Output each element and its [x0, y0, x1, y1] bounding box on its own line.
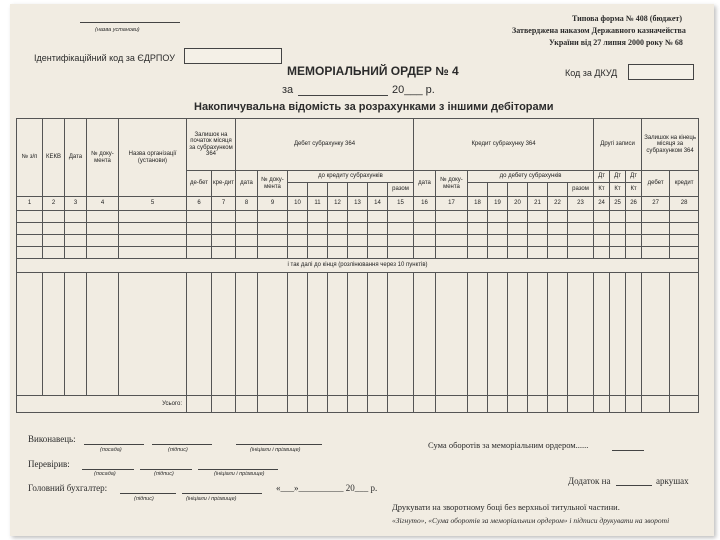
table-cell[interactable]: [468, 247, 488, 259]
chief-name-caption: (ініціали і прізвище): [186, 496, 237, 502]
table-cell[interactable]: [414, 211, 436, 223]
table-cell[interactable]: [414, 223, 436, 235]
table-cell[interactable]: [568, 223, 594, 235]
table-cell[interactable]: [414, 273, 436, 396]
sub-col: [468, 183, 488, 197]
checked-name-line[interactable]: [198, 469, 278, 470]
table-cell[interactable]: [436, 235, 468, 247]
org-name-line: [80, 22, 180, 23]
table-cell[interactable]: [65, 273, 87, 396]
column-number: 23: [568, 197, 594, 211]
print-instruction: Друкувати на зворотному боці без верхньої титульної частини.: [392, 502, 620, 512]
table-cell[interactable]: [528, 235, 548, 247]
col-ct-docnum: № доку-мента: [436, 171, 468, 197]
dkud-label: Код за ДКУД: [565, 68, 618, 78]
table-cell[interactable]: [436, 223, 468, 235]
table-cell[interactable]: [568, 247, 594, 259]
checked-position-caption: (посада): [94, 471, 116, 477]
table-cell[interactable]: [436, 247, 468, 259]
attachment-suffix: аркушах: [656, 476, 689, 486]
table-row[interactable]: [17, 273, 699, 396]
table-cell[interactable]: [594, 247, 610, 259]
col-date-header: Дата: [65, 119, 87, 197]
table-cell[interactable]: [610, 211, 626, 223]
table-cell[interactable]: [17, 211, 43, 223]
table-cell[interactable]: [288, 211, 308, 223]
table-cell[interactable]: [212, 211, 236, 223]
table-cell[interactable]: [43, 273, 65, 396]
table-cell[interactable]: [308, 247, 328, 259]
org-name-caption: (назва установи): [95, 27, 140, 33]
table-cell[interactable]: [642, 211, 670, 223]
col-close-debit: дебет: [642, 171, 670, 197]
table-cell[interactable]: [626, 247, 642, 259]
col-dt-total: разом: [388, 183, 414, 197]
col-to-credit-header: до кредиту субрахунків: [288, 171, 414, 183]
col-closing-balance-header: Залишок на кінець місяця за субрахунком 364: [642, 119, 699, 171]
sub-col: [488, 183, 508, 197]
column-number: 5: [119, 197, 187, 211]
table-cell[interactable]: [119, 235, 187, 247]
table-cell[interactable]: [236, 273, 258, 396]
column-number: 7: [212, 197, 236, 211]
table-cell[interactable]: [87, 211, 119, 223]
col-open-debit: де-бет: [187, 171, 212, 197]
table-cell[interactable]: [594, 235, 610, 247]
table-cell[interactable]: [626, 211, 642, 223]
table-cell[interactable]: [43, 223, 65, 235]
table-cell[interactable]: [468, 223, 488, 235]
col-other-dt-1: Дт: [594, 171, 610, 183]
checked-label: Перевірив:: [28, 459, 70, 469]
executor-position-caption: (посада): [100, 447, 122, 453]
table-cell[interactable]: [119, 223, 187, 235]
table-cell[interactable]: [670, 211, 699, 223]
column-number: 28: [670, 197, 699, 211]
table-cell[interactable]: [388, 247, 414, 259]
table-cell[interactable]: [528, 273, 548, 396]
table-cell[interactable]: [288, 235, 308, 247]
turnover-value-line[interactable]: [612, 450, 644, 451]
table-cell[interactable]: [119, 247, 187, 259]
table-cell[interactable]: [87, 273, 119, 396]
table-cell[interactable]: [288, 273, 308, 396]
table-cell[interactable]: [308, 223, 328, 235]
table-cell[interactable]: [348, 211, 368, 223]
col-other-entries-header: Другі записи: [594, 119, 642, 171]
table-cell[interactable]: [187, 223, 212, 235]
sub-col: [288, 183, 308, 197]
table-cell[interactable]: [308, 235, 328, 247]
col-other-kt-2: Кт: [610, 183, 626, 197]
column-number: 19: [488, 197, 508, 211]
table-cell[interactable]: [610, 247, 626, 259]
table-cell[interactable]: [626, 273, 642, 396]
table-cell[interactable]: [642, 223, 670, 235]
column-number: 11: [308, 197, 328, 211]
table-cell[interactable]: [508, 247, 528, 259]
table-cell[interactable]: [670, 235, 699, 247]
table-cell[interactable]: [508, 235, 528, 247]
table-cell[interactable]: [508, 223, 528, 235]
table-cell[interactable]: [308, 273, 328, 396]
table-cell[interactable]: [328, 247, 348, 259]
table-cell[interactable]: [610, 235, 626, 247]
table-cell[interactable]: [119, 273, 187, 396]
table-cell[interactable]: [187, 211, 212, 223]
document-subtitle: Накопичувальна відомість за розрахунками з іншими дебіторами: [194, 101, 554, 113]
checked-position-line[interactable]: [82, 469, 134, 470]
table-cell[interactable]: [212, 247, 236, 259]
column-number-row: [17, 197, 699, 211]
table-cell[interactable]: [436, 211, 468, 223]
table-cell[interactable]: [436, 273, 468, 396]
column-number: 3: [65, 197, 87, 211]
sub-col: [368, 183, 388, 197]
executor-signature-line[interactable]: [152, 444, 212, 445]
signing-date: «___»__________ 20___ р.: [276, 483, 378, 493]
table-cell[interactable]: [626, 223, 642, 235]
table-cell[interactable]: [187, 273, 212, 396]
table-cell[interactable]: [642, 247, 670, 259]
table-cell[interactable]: [236, 211, 258, 223]
table-cell[interactable]: [468, 273, 488, 396]
table-cell[interactable]: [508, 211, 528, 223]
table-cell[interactable]: [594, 211, 610, 223]
table-cell[interactable]: [288, 247, 308, 259]
table-cell[interactable]: [87, 223, 119, 235]
col-debit-sub-header: Дебет субрахунку 364: [236, 119, 414, 171]
table-cell[interactable]: [610, 273, 626, 396]
col-org-header: Назва організації (установи): [119, 119, 187, 197]
table-cell[interactable]: [87, 235, 119, 247]
table-cell[interactable]: [328, 211, 348, 223]
table-cell[interactable]: [43, 235, 65, 247]
table-cell[interactable]: [348, 247, 368, 259]
table-cell[interactable]: [610, 223, 626, 235]
table-cell[interactable]: [212, 273, 236, 396]
column-number: 26: [626, 197, 642, 211]
table-cell[interactable]: [328, 273, 348, 396]
table-row[interactable]: [17, 235, 699, 247]
table-cell[interactable]: [528, 211, 548, 223]
column-number: 20: [508, 197, 528, 211]
col-other-kt-1: Кт: [594, 183, 610, 197]
total-label: Усього:: [17, 396, 187, 413]
document-title: МЕМОРІАЛЬНИЙ ОРДЕР № 4: [287, 64, 459, 78]
table-cell[interactable]: [212, 235, 236, 247]
sub-col: [548, 183, 568, 197]
column-number: 2: [43, 197, 65, 211]
table-cell[interactable]: [308, 211, 328, 223]
table-cell[interactable]: [368, 211, 388, 223]
table-cell[interactable]: [626, 235, 642, 247]
col-other-dt-3: Дт: [626, 171, 642, 183]
form-approval-line: Затверджена наказом Державного казначейства: [512, 26, 686, 35]
table-cell[interactable]: [528, 247, 548, 259]
table-cell[interactable]: [488, 223, 508, 235]
column-number: 16: [414, 197, 436, 211]
table-cell[interactable]: [642, 235, 670, 247]
table-cell[interactable]: [548, 211, 568, 223]
table-cell[interactable]: [528, 223, 548, 235]
executor-name-caption: (ініціали і прізвище): [250, 447, 301, 453]
table-cell[interactable]: [488, 273, 508, 396]
table-cell[interactable]: [414, 247, 436, 259]
table-cell[interactable]: [568, 211, 594, 223]
table-cell[interactable]: [488, 247, 508, 259]
sub-col: [348, 183, 368, 197]
table-cell[interactable]: [488, 235, 508, 247]
sub-col: [308, 183, 328, 197]
column-number: 24: [594, 197, 610, 211]
table-cell[interactable]: [508, 273, 528, 396]
table-cell[interactable]: [388, 223, 414, 235]
print-note-italic: «Зігнуто», «Сума оборотів за меморіальним ордером» і підписи друкувати на звороті: [392, 516, 670, 525]
form-approval-date-line: України від 27 липня 2000 року № 68: [549, 38, 683, 47]
table-cell[interactable]: [258, 211, 288, 223]
col-opening-balance-header: Залишок на початок місяця за субрахунком 364: [187, 119, 236, 171]
chief-accountant-label: Головний бухгалтер:: [28, 483, 108, 493]
column-number: 10: [288, 197, 308, 211]
table-cell[interactable]: [236, 223, 258, 235]
edrpou-field[interactable]: [184, 48, 282, 64]
col-other-kt-3: Кт: [626, 183, 642, 197]
table-cell[interactable]: [388, 273, 414, 396]
col-dt-date: дата: [236, 171, 258, 197]
table-cell[interactable]: [348, 235, 368, 247]
column-number: 14: [368, 197, 388, 211]
sub-col: [528, 183, 548, 197]
table-cell[interactable]: [17, 235, 43, 247]
table-cell[interactable]: [368, 247, 388, 259]
table-cell[interactable]: [568, 235, 594, 247]
checked-signature-caption: (підпис): [154, 471, 174, 477]
table-cell[interactable]: [328, 235, 348, 247]
col-ct-date: дата: [414, 171, 436, 197]
col-kekv-header: КЕКВ: [43, 119, 65, 197]
table-cell[interactable]: [414, 235, 436, 247]
column-number: 25: [610, 197, 626, 211]
table-cell[interactable]: [468, 211, 488, 223]
table-cell[interactable]: [670, 273, 699, 396]
table-cell[interactable]: [236, 235, 258, 247]
col-to-debit-header: до дебету субрахунків: [468, 171, 594, 183]
table-row[interactable]: [17, 211, 699, 223]
col-docnum-header: № доку-мента: [87, 119, 119, 197]
date-suffix: 20___ р.: [392, 84, 435, 96]
table-cell[interactable]: [119, 211, 187, 223]
table-cell[interactable]: [236, 247, 258, 259]
table-cell[interactable]: [568, 273, 594, 396]
column-number: 9: [258, 197, 288, 211]
table-cell[interactable]: [17, 223, 43, 235]
table-cell[interactable]: [258, 223, 288, 235]
col-ct-total: разом: [568, 183, 594, 197]
statement-table: [16, 118, 699, 413]
table-cell[interactable]: [43, 211, 65, 223]
col-credit-sub-header: Кредит субрахунку 364: [414, 119, 594, 171]
table-cell[interactable]: [488, 211, 508, 223]
table-cell[interactable]: [548, 247, 568, 259]
date-line: [298, 95, 388, 96]
table-cell[interactable]: [65, 223, 87, 235]
table-cell[interactable]: [258, 273, 288, 396]
table-cell[interactable]: [548, 273, 568, 396]
checked-signature-line[interactable]: [140, 469, 192, 470]
table-cell[interactable]: [594, 273, 610, 396]
column-number: 1: [17, 197, 43, 211]
turnover-label: Сума оборотів за меморіальним ордером......: [428, 440, 589, 450]
edrpou-label: Ідентифікаційний код за ЄДРПОУ: [34, 53, 175, 63]
table-cell[interactable]: [348, 223, 368, 235]
sub-col: [328, 183, 348, 197]
ruling-note: і так далі до кінця (розлінювання через 10 пунктів): [17, 259, 699, 273]
table-cell[interactable]: [187, 235, 212, 247]
column-number: 27: [642, 197, 670, 211]
table-cell[interactable]: [87, 247, 119, 259]
form-number-line: Типова форма № 408 (бюджет): [572, 14, 682, 23]
executor-name-line[interactable]: [236, 444, 322, 445]
column-number: 13: [348, 197, 368, 211]
table-cell[interactable]: [468, 235, 488, 247]
executor-position-line[interactable]: [84, 444, 144, 445]
sub-col: [508, 183, 528, 197]
table-cell[interactable]: [388, 235, 414, 247]
column-number: 18: [468, 197, 488, 211]
table-row[interactable]: [17, 247, 699, 259]
table-cell[interactable]: [368, 223, 388, 235]
table-row[interactable]: [17, 223, 699, 235]
col-dt-docnum: № доку-мента: [258, 171, 288, 197]
executor-signature-caption: (підпис): [168, 447, 188, 453]
table-cell[interactable]: [642, 273, 670, 396]
attachment-label: Додаток на: [568, 476, 611, 486]
column-number: 17: [436, 197, 468, 211]
chief-signature-caption: (підпис): [134, 496, 154, 502]
column-number: 8: [236, 197, 258, 211]
table-cell[interactable]: [594, 223, 610, 235]
dkud-field[interactable]: [628, 64, 694, 80]
executor-label: Виконавець:: [28, 434, 76, 444]
table-cell[interactable]: [187, 247, 212, 259]
table-cell[interactable]: [258, 235, 288, 247]
table-cell[interactable]: [548, 235, 568, 247]
table-cell[interactable]: [368, 273, 388, 396]
table-cell[interactable]: [328, 223, 348, 235]
table-cell[interactable]: [548, 223, 568, 235]
table-cell[interactable]: [65, 235, 87, 247]
column-number: 12: [328, 197, 348, 211]
table-cell[interactable]: [43, 247, 65, 259]
date-prefix: за: [282, 84, 294, 96]
table-cell[interactable]: [348, 273, 368, 396]
col-close-credit: кредит: [670, 171, 699, 197]
table-cell[interactable]: [65, 211, 87, 223]
table-cell[interactable]: [670, 223, 699, 235]
table-cell[interactable]: [212, 223, 236, 235]
chief-name-line[interactable]: [182, 493, 262, 494]
table-cell[interactable]: [388, 211, 414, 223]
attachment-count-line[interactable]: [616, 485, 652, 486]
table-cell[interactable]: [368, 235, 388, 247]
table-cell[interactable]: [288, 223, 308, 235]
col-open-credit: кре-дит: [212, 171, 236, 197]
table-cell[interactable]: [258, 247, 288, 259]
chief-signature-line[interactable]: [120, 493, 176, 494]
column-number: 6: [187, 197, 212, 211]
column-number: 15: [388, 197, 414, 211]
column-number: 21: [528, 197, 548, 211]
col-num-header: № з/п: [17, 119, 43, 197]
table-cell[interactable]: [670, 247, 699, 259]
table-cell[interactable]: [17, 273, 43, 396]
table-cell[interactable]: [65, 247, 87, 259]
checked-name-caption: (ініціали і прізвище): [214, 471, 265, 477]
col-other-dt-2: Дт: [610, 171, 626, 183]
table-cell[interactable]: [17, 247, 43, 259]
column-number: 4: [87, 197, 119, 211]
column-number: 22: [548, 197, 568, 211]
